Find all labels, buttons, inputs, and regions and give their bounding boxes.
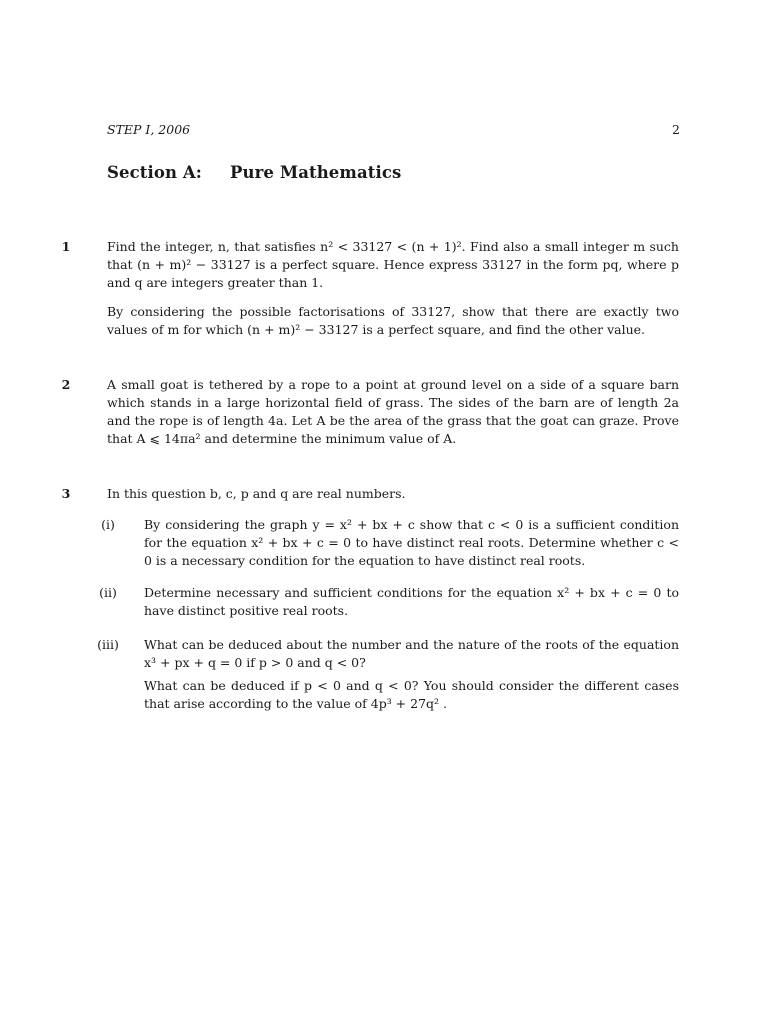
question-3-part-ii [144, 584, 679, 620]
part-i-paragraph-1: By considering the graph y = x² + bx + c show that c < 0 is a sufficient condition for the equation x² + bx + c = 0 to have distinct real roots. Determine whether c < 0 is a necessary condition for the equation to have distinct real roots. [144, 517, 679, 568]
page-number: 2 [672, 122, 680, 137]
part-ii-paragraph-1: Determine necessary and sufficient conditions for the equation x² + bx + c = 0 to have distinct positive real roots. [144, 585, 679, 618]
question-2-body [107, 376, 679, 448]
question-3-part-i [144, 516, 679, 570]
question-number: 1 [61, 239, 71, 254]
question-3-intro: In this question b, c, p and q are real numbers. [107, 486, 406, 501]
part-label: (ii) [99, 585, 117, 600]
section-label: Section A: [107, 163, 202, 182]
question-2-paragraph-1: A small goat is tethered by a rope to a point at ground level on a side of a square barn which stands in a large horizontal field of grass. The sides of the barn are of length 2a and the rope is of length 4a. Let A be the area of the grass that the goat can graze. Prove that A ⩽ 14πa² and determine the minimum value of A. [107, 377, 679, 446]
section-title: Pure Mathematics [230, 163, 402, 182]
question-1-paragraph-1: Find the integer, n, that satisfies n² < 33127 < (n + 1)². Find also a small integer m such that (n + m)² − 33127 is a perfect square. Hence express 33127 in the form pq, where p and q are integers greater than 1. [107, 239, 679, 290]
exam-header: STEP I, 2006 [107, 122, 191, 137]
question-1-body-2 [107, 303, 679, 339]
question-1-body [107, 238, 679, 292]
part-iii-paragraph-2: What can be deduced if p < 0 and q < 0? You should consider the different cases that arise according to the value of 4p³ + 27q² . [144, 678, 679, 711]
question-number: 2 [61, 377, 71, 392]
part-label: (i) [101, 517, 115, 532]
part-label: (iii) [97, 637, 119, 652]
part-iii-paragraph-1: What can be deduced about the number and the nature of the roots of the equation x³ + px + q = 0 if p > 0 and q < 0? [144, 637, 679, 670]
question-number: 3 [61, 486, 71, 501]
section-heading [107, 164, 401, 182]
question-3-part-iii [144, 636, 679, 672]
question-3-part-iii-2 [144, 677, 679, 713]
question-1-paragraph-2: By considering the possible factorisations of 33127, show that there are exactly two values of m for which (n + m)² − 33127 is a perfect square, and find the other value. [107, 304, 679, 337]
